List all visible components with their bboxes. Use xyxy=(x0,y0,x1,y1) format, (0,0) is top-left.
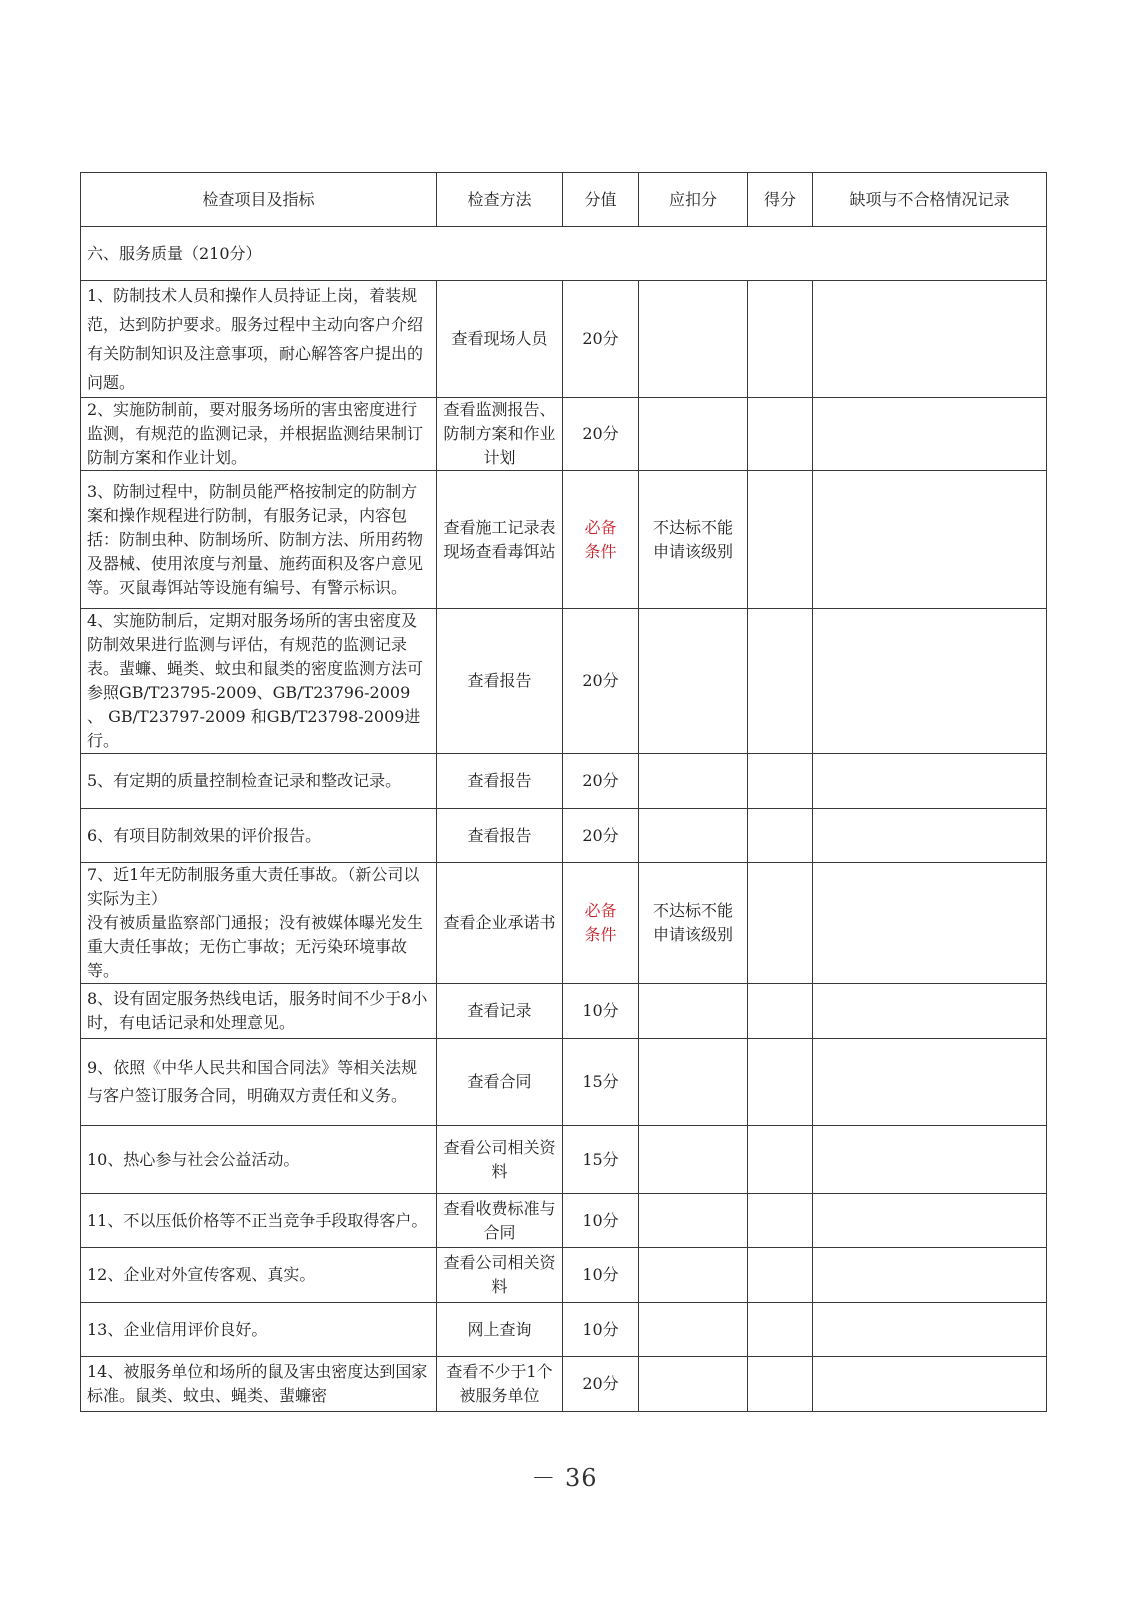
header-score: 分值 xyxy=(563,173,639,227)
deduct-cell xyxy=(639,1357,748,1412)
record-cell xyxy=(813,1248,1047,1303)
method-text: 查看企业承诺书 xyxy=(443,913,556,932)
table-row xyxy=(81,1039,1047,1126)
method-text: 查看记录 xyxy=(467,1001,532,1020)
score-cell: 15分 xyxy=(563,1126,639,1194)
deduct-note: 不达标不能 申请该级别 xyxy=(652,517,733,561)
method-text: 查看报告 xyxy=(467,771,532,790)
inspection-table xyxy=(80,172,1047,1412)
gain-cell xyxy=(748,1357,813,1412)
method-cell xyxy=(437,471,563,609)
table-row xyxy=(81,1357,1047,1412)
gain-cell xyxy=(748,1194,813,1248)
header-record: 缺项与不合格情况记录 xyxy=(813,173,1047,227)
record-cell xyxy=(813,1357,1047,1412)
item-text: 11、不以压低价格等不正当竞争手段取得客户。 xyxy=(81,1194,437,1248)
record-cell xyxy=(813,609,1047,754)
score-cell: 10分 xyxy=(563,1194,639,1248)
gain-cell xyxy=(748,809,813,863)
method-cell xyxy=(437,1303,563,1357)
item-text: 10、热心参与社会公益活动。 xyxy=(81,1126,437,1194)
gain-cell xyxy=(748,1039,813,1126)
header-gain: 得分 xyxy=(748,173,813,227)
item-text: 8、设有固定服务热线电话，服务时间不少于8小时，有电话记录和处理意见。 xyxy=(81,984,437,1039)
gain-cell xyxy=(748,281,813,398)
gain-cell xyxy=(748,398,813,471)
record-cell xyxy=(813,1126,1047,1194)
method-cell xyxy=(437,1248,563,1303)
header-method: 检查方法 xyxy=(437,173,563,227)
method-cell xyxy=(437,809,563,863)
deduct-cell xyxy=(639,984,748,1039)
score-cell: 20分 xyxy=(563,1357,639,1412)
score-cell: 20分 xyxy=(563,809,639,863)
score-cell: 15分 xyxy=(563,1039,639,1126)
method-cell xyxy=(437,1194,563,1248)
header-deduct: 应扣分 xyxy=(639,173,748,227)
method-cell xyxy=(437,281,563,398)
method-text: 查看不少于1个被服务单位 xyxy=(446,1362,553,1405)
table-row xyxy=(81,1248,1047,1303)
record-cell xyxy=(813,863,1047,984)
record-cell xyxy=(813,1039,1047,1126)
item-text: 3、防制过程中，防制员能严格按制定的防制方案和操作规程进行防制，有服务记录，内容包括：防制虫种、防制场所、防制方法、所用药物及器械、使用浓度与剂量、施药面积及客户意见等。灭鼠毒饵站等设施有编号、有警示标识。 xyxy=(81,471,437,609)
method-text: 查看施工记录表 现场查看毒饵站 xyxy=(443,517,556,561)
item-text: 1、防制技术人员和操作人员持证上岗，着装规范，达到防护要求。服务过程中主动向客户介绍有关防制知识及注意事项，耐心解答客户提出的问题。 xyxy=(81,281,437,398)
table-row xyxy=(81,984,1047,1039)
item-text: 6、有项目防制效果的评价报告。 xyxy=(81,809,437,863)
method-cell xyxy=(437,1357,563,1412)
record-cell xyxy=(813,754,1047,809)
table-row xyxy=(81,809,1047,863)
item-text: 12、企业对外宣传客观、真实。 xyxy=(81,1248,437,1303)
gain-cell xyxy=(748,471,813,609)
method-cell xyxy=(437,1039,563,1126)
item-text: 4、实施防制后，定期对服务场所的害虫密度及防制效果进行监测与评估，有规范的监测记录表。蜚蠊、蝇类、蚊虫和鼠类的密度监测方法可参照GB/T23795-2009、GB/T23796-2009 、 GB/T23797-2009 和GB/T23798-2009进行。 xyxy=(81,609,437,754)
record-cell xyxy=(813,281,1047,398)
method-cell xyxy=(437,863,563,984)
record-cell xyxy=(813,398,1047,471)
method-text: 查看收费标准与合同 xyxy=(443,1198,556,1242)
record-cell xyxy=(813,809,1047,863)
score-cell xyxy=(563,471,639,609)
item-text: 14、被服务单位和场所的鼠及害虫密度达到国家标准。鼠类、蚊虫、蝇类、蜚蠊密 xyxy=(81,1357,437,1412)
score-cell: 10分 xyxy=(563,1248,639,1303)
method-cell xyxy=(437,609,563,754)
deduct-cell xyxy=(639,1126,748,1194)
deduct-cell xyxy=(639,863,748,984)
method-text: 查看现场人员 xyxy=(451,329,548,348)
deduct-cell xyxy=(639,609,748,754)
item-text: 2、实施防制前，要对服务场所的害虫密度进行监测，有规范的监测记录，并根据监测结果制订防制方案和作业计划。 xyxy=(81,398,437,471)
table-row xyxy=(81,281,1047,398)
item-text: 13、企业信用评价良好。 xyxy=(81,1303,437,1357)
method-text: 网上查询 xyxy=(467,1319,532,1339)
score-cell: 10分 xyxy=(563,1303,639,1357)
gain-cell xyxy=(748,863,813,984)
score-cell xyxy=(563,863,639,984)
method-text: 查看报告 xyxy=(467,671,532,690)
table-row xyxy=(81,754,1047,809)
deduct-cell xyxy=(639,281,748,398)
table-row xyxy=(81,471,1047,609)
deduct-cell xyxy=(639,1248,748,1303)
method-text: 查看合同 xyxy=(467,1072,532,1091)
deduct-cell xyxy=(639,1039,748,1126)
score-cell: 20分 xyxy=(563,609,639,754)
deduct-cell xyxy=(639,471,748,609)
deduct-cell xyxy=(639,754,748,809)
method-text: 查看公司相关资料 xyxy=(443,1253,556,1296)
item-text: 7、近1年无防制服务重大责任事故。（新公司以实际为主） 没有被质量监察部门通报；没有被媒体曝光发生重大责任事故；无伤亡事故；无污染环境事故等。 xyxy=(81,863,437,984)
method-cell xyxy=(437,984,563,1039)
item-text: 9、依照《中华人民共和国合同法》等相关法规与客户签订服务合同，明确双方责任和义务。 xyxy=(81,1039,437,1126)
gain-cell xyxy=(748,609,813,754)
table-row xyxy=(81,1303,1047,1357)
deduct-cell xyxy=(639,1303,748,1357)
table-row xyxy=(81,863,1047,984)
required-condition-label: 必备 条件 xyxy=(584,517,617,561)
required-condition-label: 必备 条件 xyxy=(584,901,617,944)
page-number: － 36 xyxy=(531,1464,598,1492)
section-title: 六、服务质量（210分） xyxy=(81,227,1047,281)
record-cell xyxy=(813,471,1047,609)
score-cell: 20分 xyxy=(563,754,639,809)
deduct-cell xyxy=(639,398,748,471)
record-cell xyxy=(813,1303,1047,1357)
record-cell xyxy=(813,984,1047,1039)
table-row xyxy=(81,1126,1047,1194)
header-row xyxy=(81,173,1047,227)
deduct-note: 不达标不能 申请该级别 xyxy=(652,901,733,944)
section-row xyxy=(81,227,1047,281)
method-text: 查看监测报告、防制方案和作业计划 xyxy=(443,400,556,467)
method-cell xyxy=(437,1126,563,1194)
score-cell: 10分 xyxy=(563,984,639,1039)
gain-cell xyxy=(748,1303,813,1357)
table-row xyxy=(81,398,1047,471)
method-cell xyxy=(437,754,563,809)
deduct-cell xyxy=(639,1194,748,1248)
record-cell xyxy=(813,1194,1047,1248)
gain-cell xyxy=(748,754,813,809)
method-cell xyxy=(437,398,563,471)
item-text: 5、有定期的质量控制检查记录和整改记录。 xyxy=(81,754,437,809)
score-cell: 20分 xyxy=(563,281,639,398)
gain-cell xyxy=(748,1248,813,1303)
score-cell: 20分 xyxy=(563,398,639,471)
method-text: 查看报告 xyxy=(467,825,532,845)
header-item: 检查项目及指标 xyxy=(81,173,437,227)
table-row xyxy=(81,1194,1047,1248)
deduct-cell xyxy=(639,809,748,863)
gain-cell xyxy=(748,984,813,1039)
table-row xyxy=(81,609,1047,754)
method-text: 查看公司相关资料 xyxy=(443,1137,556,1181)
gain-cell xyxy=(748,1126,813,1194)
